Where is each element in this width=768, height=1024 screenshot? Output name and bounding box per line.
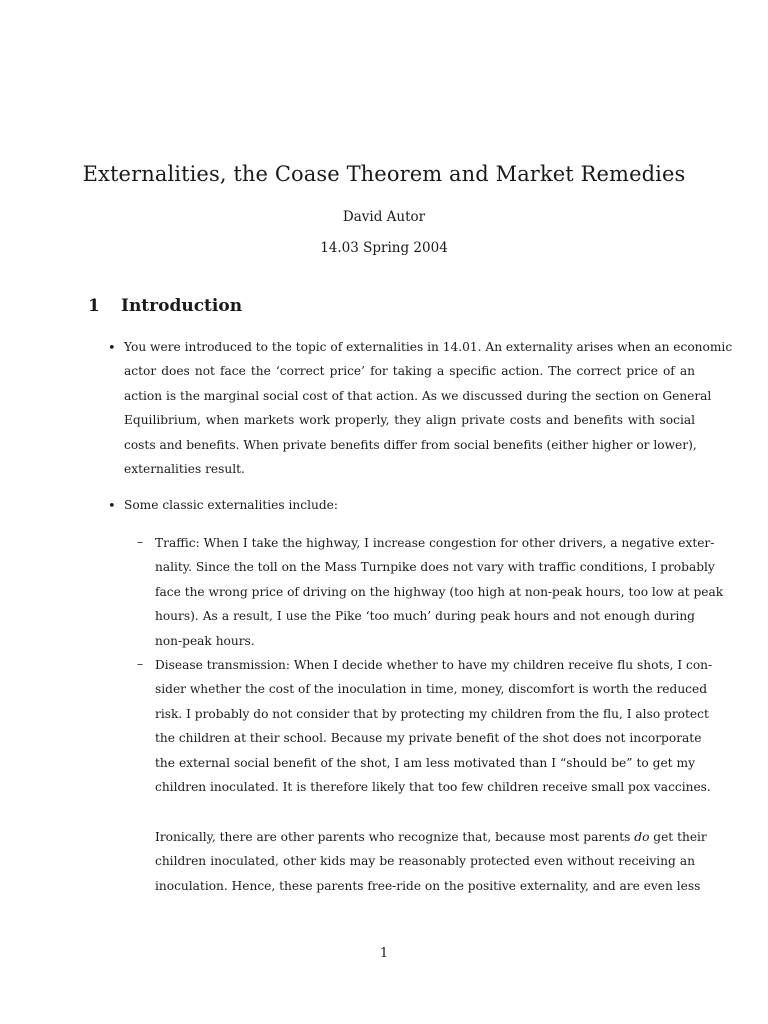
- bullet-paragraph-1: [124, 335, 733, 481]
- dash-marker-disease: –: [137, 657, 144, 671]
- paragraph-line: face the wrong price of driving on the highway (too high at non-peak hours, too low at peak: [155, 584, 724, 599]
- page-number: 1: [379, 946, 389, 961]
- disease-paragraph: [155, 653, 713, 799]
- paragraph-line: [155, 825, 707, 849]
- paragraph-line: actor does not face the ‘correct price’ for taking a specific action. The correct price of an: [124, 364, 695, 379]
- paragraph-line: children inoculated. It is therefore likely that too few children receive small pox vaccines.: [155, 779, 711, 794]
- paragraph-line: children inoculated, other kids may be reasonably protected even without receiving an: [155, 854, 695, 869]
- paragraph-line: the external social benefit of the shot, I am less motivated than I “should be” to get my: [155, 755, 695, 770]
- bullet-paragraph-2: [124, 493, 695, 517]
- paragraph-line: hours). As a result, I use the Pike ‘too much’ during peak hours and not enough during: [155, 609, 695, 624]
- course-date: 14.03 Spring 2004: [320, 240, 448, 256]
- paragraph-line: action is the marginal social cost of that action. As we discussed during the section on General: [124, 388, 712, 403]
- author-name: David Autor: [342, 209, 426, 225]
- paragraph-line: nality. Since the toll on the Mass Turnpike does not vary with traffic conditions, I probably: [155, 560, 715, 575]
- paragraph-line: Some classic externalities include:: [124, 498, 338, 512]
- paragraph-line: risk. I probably do not consider that by protecting my children from the flu, I also protect: [155, 706, 709, 721]
- paragraph-line: non-peak hours.: [155, 633, 255, 648]
- paragraph-line: externalities result.: [124, 461, 245, 476]
- paragraph-line: Disease transmission: When I decide whether to have my children receive flu shots, I con-: [155, 658, 713, 672]
- paragraph-line: costs and benefits. When private benefits differ from social benefits (either higher or lower),: [124, 437, 697, 452]
- traffic-paragraph: [155, 531, 724, 653]
- bullet-marker-2: •: [108, 499, 116, 514]
- dash-marker-traffic: –: [137, 535, 144, 549]
- paper-title: Externalities, the Coase Theorem and Market Remedies: [82, 162, 686, 186]
- paragraph-line: inoculation. Hence, these parents free-ride on the positive externality, and are even less: [155, 878, 701, 893]
- text-run: get their: [649, 830, 707, 844]
- text-run: Ironically, there are other parents who recognize that, because most parents: [155, 830, 635, 844]
- section-heading: [88, 296, 242, 316]
- ironic-paragraph: [155, 825, 707, 898]
- bullet-marker-1: •: [108, 341, 116, 356]
- paragraph-line: sider whether the cost of the inoculation in time, money, discomfort is worth the reduced: [155, 682, 708, 697]
- section-title: Introduction: [121, 296, 243, 316]
- emphasis-text: do: [634, 830, 650, 844]
- paragraph-line: the children at their school. Because my private benefit of the shot does not incorporate: [155, 731, 702, 746]
- paragraph-line: Traffic: When I take the highway, I increase congestion for other drivers, a negative exter-: [155, 536, 715, 550]
- paragraph-line: Equilibrium, when markets work properly, they align private costs and benefits with social: [124, 413, 695, 428]
- paragraph-line: You were introduced to the topic of externalities in 14.01. An externality arises when an economic: [124, 340, 733, 354]
- section-number: 1: [88, 296, 100, 316]
